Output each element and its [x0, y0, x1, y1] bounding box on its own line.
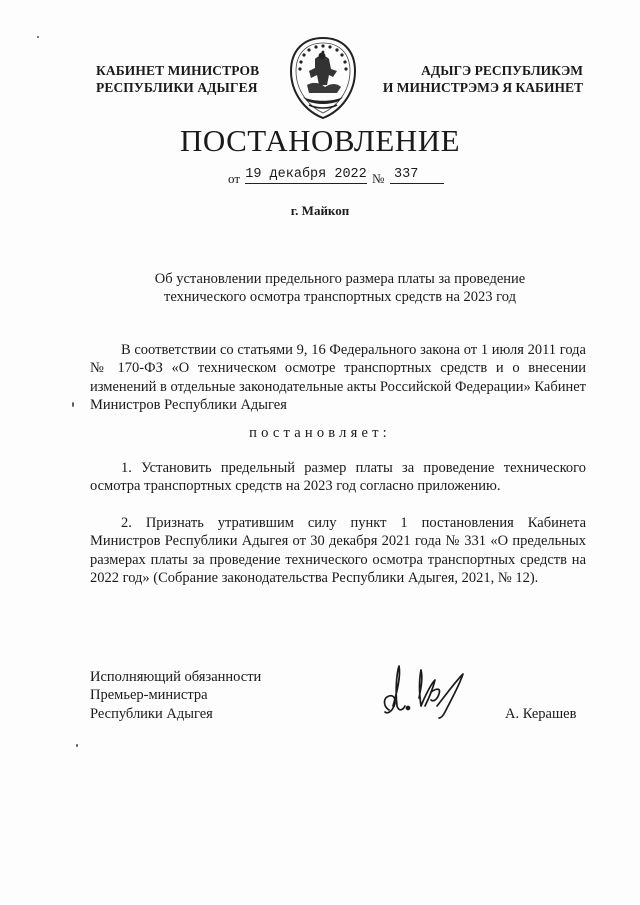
number-label: №: [372, 171, 385, 186]
decree-subject: [120, 270, 560, 306]
signatory-position-line-2: Премьер-министра: [90, 687, 208, 704]
decree-number: 337: [390, 167, 444, 184]
city-name: г. Майкоп: [290, 203, 350, 218]
issuer-line-1-adyghe: АДЫГЭ РЕСПУБЛИКЭМ: [421, 63, 583, 78]
issuer-line-2: РЕСПУБЛИКИ АДЫГЕЯ: [96, 80, 258, 95]
signatory-position: [90, 668, 310, 723]
scan-speck: [72, 402, 74, 407]
scan-speck: [37, 36, 39, 38]
item-1-paragraph: 1. Установить предельный размер платы за проведение технического осмотра транспортных средств на 2023 год согласно приложению.: [90, 460, 586, 495]
document-title: ПОСТАНОВЛЕНИЕ: [179, 123, 461, 158]
item-2-paragraph: 2. Признать утратившим силу пункт 1 постановления Кабинета Министров Республики Адыгея от 30 декабря 2021 года № 331 «О предельных размерах платы за проведение технического осмотра транспортных средств на 2022 год» (Собрание законодательства Республики Адыгея, 2021, № 12).: [90, 515, 586, 586]
signatory-position-line-1: Исполняющий обязанности: [90, 669, 262, 685]
issuer-line-1: КАБИНЕТ МИНИСТРОВ: [96, 63, 260, 78]
subject-line-1: Об установлении предельного размера платы за проведение: [154, 271, 526, 287]
scan-speck: [76, 744, 78, 747]
signatory-name: А. Керашев: [505, 706, 577, 722]
date-number-line: [228, 167, 448, 189]
signature-icon: [375, 662, 485, 722]
issuer-name-russian: [96, 62, 276, 96]
date-from-label: от: [228, 171, 241, 186]
issuer-line-2-adyghe: И МИНИСТРЭМЭ Я КАБИНЕТ: [382, 80, 583, 95]
signatory-position-line-3: Республики Адыгея: [90, 705, 213, 722]
coat-of-arms-icon: [285, 35, 361, 121]
decree-date: 19 декабря 2022: [245, 167, 367, 182]
issuer-name-adyghe: [368, 62, 583, 96]
decree-word: постановляет:: [249, 425, 391, 441]
preamble-paragraph: В соответствии со статьями 9, 16 Федерального закона от 1 июля 2011 года № 170-ФЗ «О техническом осмотре транспортных средств и о внесении изменений в отдельные законодательные акты Российской Федерации» Кабинет Министров Республики Адыгея: [90, 342, 586, 413]
subject-line-2: технического осмотра транспортных средств на 2023 год: [164, 289, 516, 305]
